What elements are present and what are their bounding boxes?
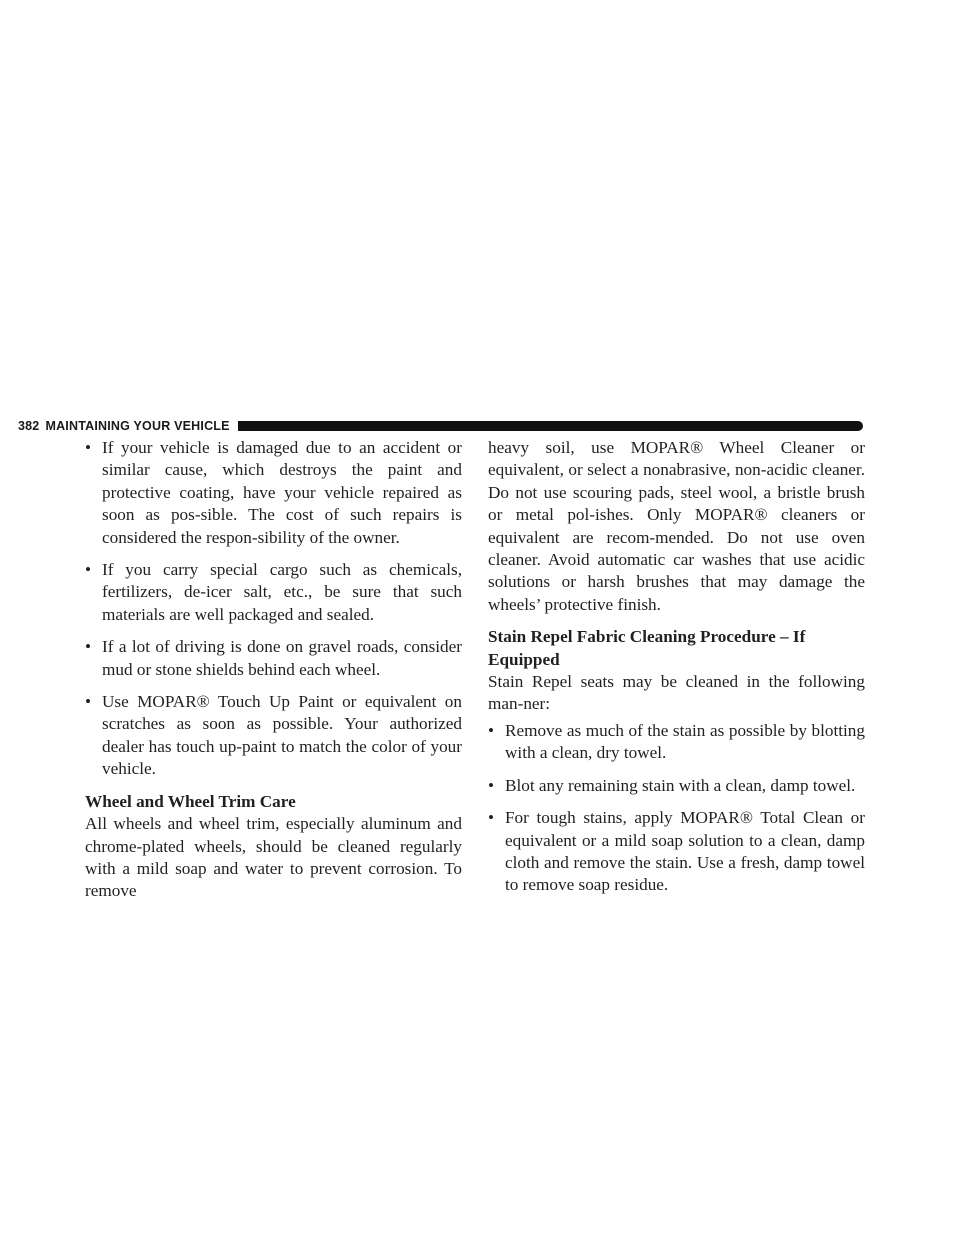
bullet-item [85,636,462,681]
bullet-item [488,807,865,897]
right-column [488,437,865,907]
stain-repel-heading: Stain Repel Fabric Cleaning Procedure – If Equipped [488,627,806,669]
bullet-dot: • [85,560,92,580]
wheel-care-paragraph: All wheels and wheel trim, especially aluminum and chrome-plated wheels, should be cleaned regularly with a mild soap and water to prevent corrosion. To remove [85,814,462,901]
bullet-item [488,775,865,797]
bullet-item [85,691,462,781]
bullet-item [85,559,462,626]
page-header [18,417,863,435]
bullet-text: If a lot of driving is done on gravel roads, consider mud or stone shields behind each wheel. [102,637,462,679]
bullet-dot: • [85,692,92,712]
left-column [85,437,462,903]
bullet-text: Remove as much of the stain as possible by blotting with a clean, dry towel. [505,720,865,763]
bullet-dot: • [488,808,495,828]
bullet-dot: • [85,637,92,657]
bullet-item [85,437,462,549]
bullet-dot: • [488,775,495,795]
bullet-text: If your vehicle is damaged due to an accident or similar cause, which destroys the paint and protective coating, have your vehicle repaired as soon as pos-sible. The cost of such repairs is considered the respon-sibility of the owner. [102,438,462,547]
stain-steps-list [488,720,865,897]
wheel-care-paragraph-continued: heavy soil, use MOPAR® Wheel Cleaner or equivalent, or select a nonabrasive, non-acidic cleaner. Do not use scouring pads, steel wool, a bristle brush or metal pol-ishes. Only MOPAR® cleaners or equivalent are recom-mended. Do not use oven cleaner. Avoid automatic car washes that use acidic solutions or harsh brushes that may damage the wheels’ protective finish. [488,438,865,614]
page-number: 382 [18,419,40,433]
bullet-dot: • [488,720,495,740]
bullet-text: Use MOPAR® Touch Up Paint or equivalent on scratches as soon as possible. Your authorized dealer has touch up-paint to match the color of your vehicle. [102,692,462,779]
bullet-text: Blot any remaining stain with a clean, damp towel. [505,775,856,795]
bullet-dot: • [85,438,92,457]
wheel-care-heading: Wheel and Wheel Trim Care [85,791,296,811]
bullet-text: If you carry special cargo such as chemicals, fertilizers, de-icer salt, etc., be sure that such materials are well packaged and sealed. [102,560,462,624]
bullet-text: For tough stains, apply MOPAR® Total Clean or equivalent or a mild soap solution to a clean, damp cloth and remove the stain. Use a fresh, damp towel to remove soap residue. [505,808,865,895]
header-rule [238,421,863,431]
bullet-item [488,720,865,765]
stain-repel-intro: Stain Repel seats may be cleaned in the following man-ner: [488,672,865,714]
section-title: MAINTAINING YOUR VEHICLE [45,419,230,433]
